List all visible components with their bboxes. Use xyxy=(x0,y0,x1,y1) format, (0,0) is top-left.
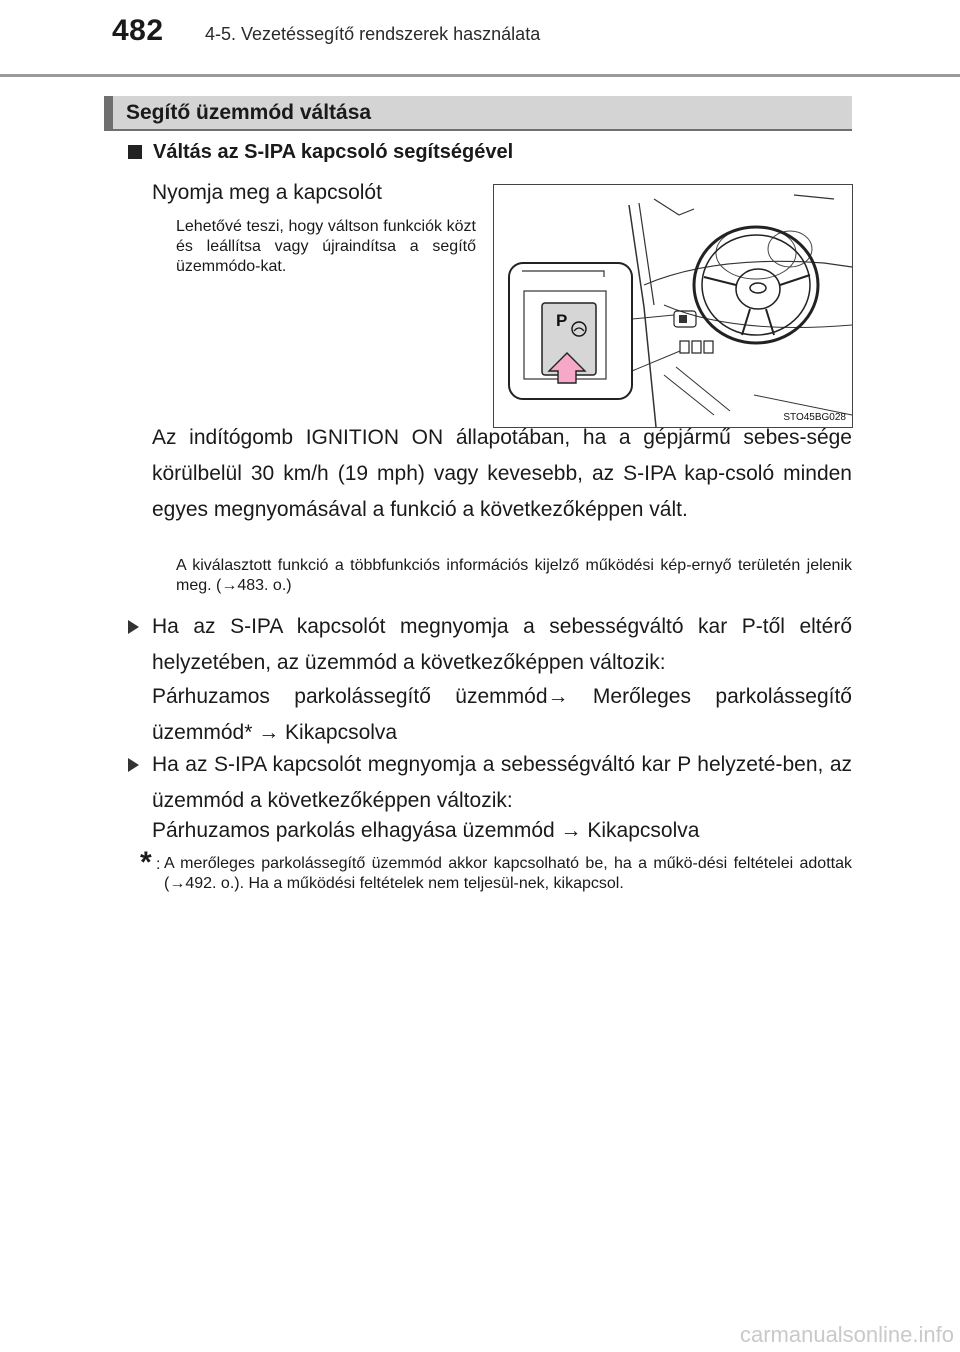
watermark: carmanualsonline.info xyxy=(739,1322,954,1347)
mode-sequence: Párhuzamos parkolássegítő üzemmód→ Merőleges parkolássegítő üzemmód* → Kikapcsolva xyxy=(152,685,852,744)
chapter-title: 4-5. Vezetéssegítő rendszerek használata xyxy=(205,24,541,44)
mode-sequence: Párhuzamos parkolás elhagyása üzemmód → Kikapcsolva xyxy=(152,819,700,842)
list-item xyxy=(128,609,852,681)
list-item-text: Ha az S-IPA kapcsolót megnyomja a sebességváltó kar P-től eltérő helyzetében, az üzemmód a következőképpen változik: xyxy=(152,615,852,674)
footnote-colon-icon: : xyxy=(156,856,161,873)
step-note: Lehetővé teszi, hogy váltson funkciók közt és leállítsa vagy újraindítsa a segítő üzemmódo-kat. xyxy=(176,218,476,275)
header-divider xyxy=(0,74,960,77)
switch-p-label: P xyxy=(556,311,568,330)
page-header xyxy=(0,0,960,80)
dashboard-illustration xyxy=(494,185,852,427)
triangle-bullet-icon xyxy=(128,620,139,634)
steering-wheel-switch-illustration xyxy=(493,184,853,428)
list-item xyxy=(128,747,852,819)
list-item-text: Ha az S-IPA kapcsolót megnyomja a sebességváltó kar P helyzeté-ben, az üzemmód a következőképpen változik: xyxy=(152,753,852,812)
subsection-heading xyxy=(128,141,513,164)
triangle-bullet-icon xyxy=(128,758,139,772)
step-instruction: Nyomja meg a kapcsolót xyxy=(152,181,382,204)
footnote-mark: * xyxy=(140,846,152,879)
display-note: A kiválasztott funkció a többfunkciós információs kijelző működési kép-ernyő területén jelenik meg. (→483. o.) xyxy=(176,557,852,594)
square-bullet-icon xyxy=(128,145,142,159)
footnote-text: A merőleges parkolássegítő üzemmód akkor kapcsolható be, ha a műkö-dési feltételei adottak (→492. o.). Ha a működési feltételek nem teljesül-nek, kikapcsol. xyxy=(164,855,852,892)
footnote xyxy=(140,846,852,894)
section-heading-bar xyxy=(104,96,852,131)
section-title: Segítő üzemmód váltása xyxy=(126,101,372,124)
page-number: 482 xyxy=(112,14,164,47)
figure-code: STO45BG028 xyxy=(783,412,846,423)
mode-switch-paragraph: Az indítógomb IGNITION ON állapotában, ha a gépjármű sebes-sége körülbelül 30 km/h (19 mph) vagy kevesebb, az S-IPA kap-csoló minden egyes megnyomásával a funkció a következőképpen vált. xyxy=(152,426,852,521)
subsection-title: Váltás az S-IPA kapcsoló segítségével xyxy=(153,141,514,163)
section-heading-accent xyxy=(104,96,113,129)
